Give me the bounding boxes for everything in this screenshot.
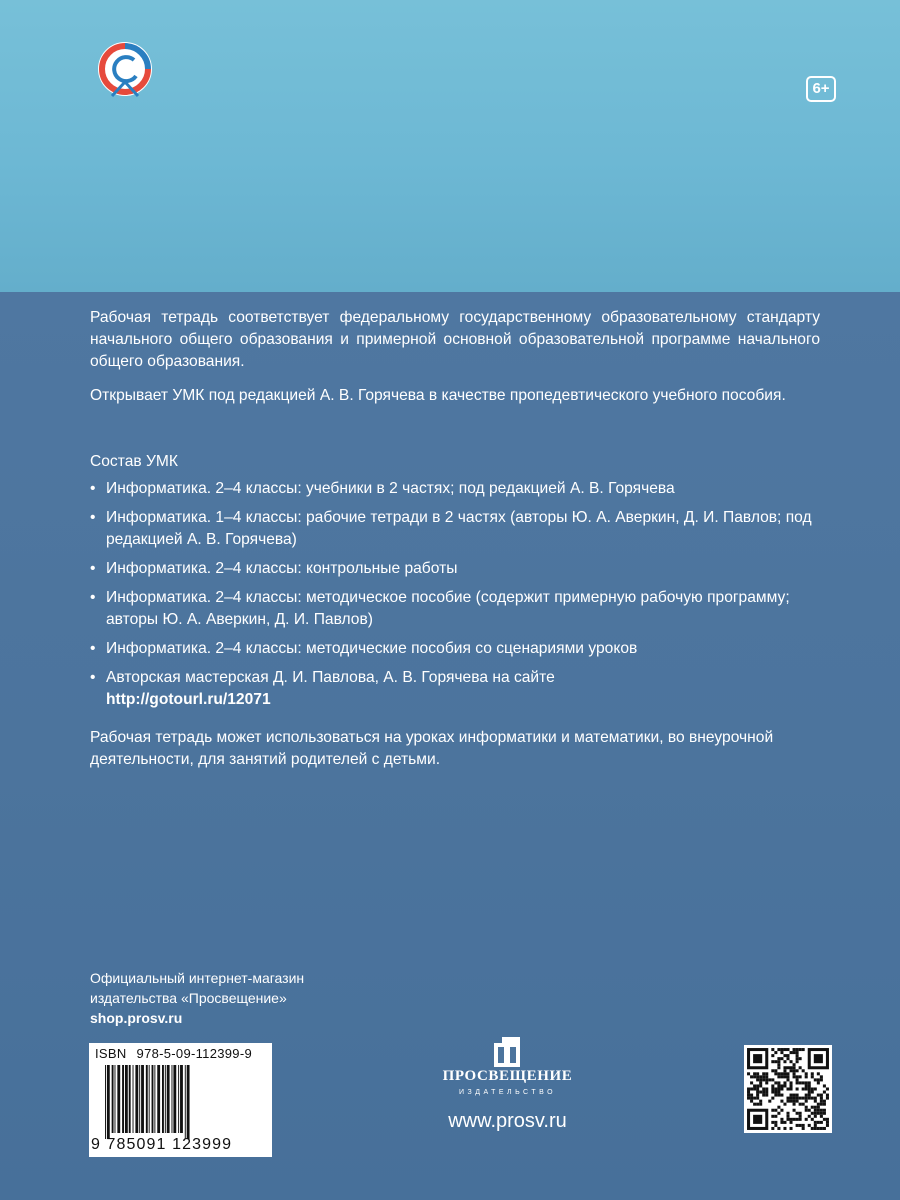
bullet-icon: •	[90, 589, 96, 606]
usage-paragraph: Рабочая тетрадь может использоваться на уроках информатики и математики, во внеурочной деятельности, для занятий родителей с детьми.	[90, 729, 774, 768]
list-item: • Информатика. 2–4 классы: учебники в 2 частях; под редакцией А. В. Горячева	[90, 478, 820, 500]
bullet-icon: •	[90, 640, 96, 657]
shop-url[interactable]: shop.prosv.ru	[90, 1010, 183, 1026]
bullet-icon: •	[90, 509, 96, 526]
umk-intro-paragraph: Открывает УМК под редакцией А. В. Горячева в качестве пропедевтического учебного пособия.	[90, 387, 786, 404]
publisher-name: ПРОСВЕЩЕНИЕ	[442, 1068, 573, 1084]
list-item: • Информатика. 2–4 классы: методические пособия со сценариями уроков	[90, 638, 820, 660]
list-item: • Информатика. 2–4 классы: контрольные работы	[90, 558, 820, 580]
list-item: • Информатика. 2–4 классы: методическое пособие (содержит примерную рабочую программу; авторы Ю. А. Аверкин, Д. И. Павлов)	[90, 589, 790, 628]
standard-compliance-paragraph: Рабочая тетрадь соответствует федеральному государственному образовательному стандарту начального общего образования и примерной основной образовательной программе начального общего образования.	[90, 309, 820, 370]
bullet-icon: •	[90, 480, 96, 497]
isbn-label: ISBN	[95, 1046, 127, 1061]
list-item: • Информатика. 1–4 классы: рабочие тетради в 2 частях (авторы Ю. А. Аверкин, Д. И. Павлов; под редакцией А. В. Горячева)	[90, 509, 812, 548]
barcode-digits: 9 785091 123999	[91, 1136, 233, 1153]
umk-list	[90, 478, 820, 718]
list-item: • Авторская мастерская Д. И. Павлова, А. В. Горячева на сайте http://gotourl.ru/12071	[90, 667, 820, 711]
shop-line-2: издательства «Просвещение»	[90, 990, 287, 1006]
isbn-line	[95, 1046, 252, 1061]
isbn-number: 978-5-09-112399-9	[136, 1046, 252, 1061]
shop-line-1: Официальный интернет-магазин	[90, 970, 305, 986]
age-rating-badge: 6+	[806, 76, 836, 102]
barcode-bars	[103, 1065, 267, 1139]
circle-logo-icon	[92, 36, 158, 106]
publisher-subtitle: ИЗДАТЕЛЬСТВО	[458, 1089, 557, 1096]
publisher-site[interactable]: www.prosv.ru	[448, 1110, 567, 1132]
bullet-icon: •	[90, 560, 96, 577]
qr-code-icon[interactable]	[744, 1045, 832, 1133]
author-workshop-link[interactable]: http://gotourl.ru/12071	[106, 691, 271, 708]
isbn-barcode	[89, 1043, 272, 1157]
shop-info	[90, 968, 304, 1028]
bullet-icon: •	[90, 669, 96, 686]
umk-heading: Состав УМК	[90, 453, 178, 470]
